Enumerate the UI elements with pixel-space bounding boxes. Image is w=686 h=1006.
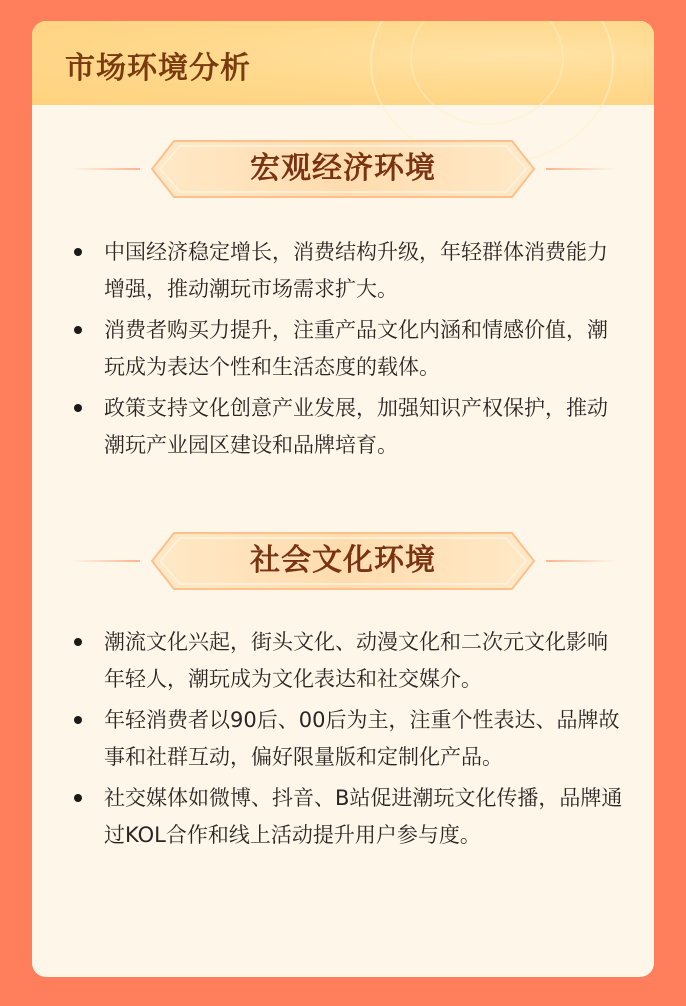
list-item xyxy=(104,624,624,698)
list-item-text: 消费者购买力提升，注重产品文化内涵和情感价值，潮玩成为表达个性和生活态度的载体。 xyxy=(104,318,608,379)
list-item xyxy=(104,234,624,308)
card-header xyxy=(32,21,654,105)
banner-divider-left xyxy=(70,560,140,562)
bullet-icon xyxy=(74,248,82,256)
list-item xyxy=(104,312,624,386)
section-heading: 社会文化环境 xyxy=(250,543,436,578)
bullet-icon xyxy=(74,716,82,724)
banner-divider-right xyxy=(546,168,616,170)
list-item-text: 潮流文化兴起，街头文化、动漫文化和二次元文化影响年轻人，潮玩成为文化表达和社交媒介。 xyxy=(104,630,608,691)
section-heading: 宏观经济环境 xyxy=(250,151,436,186)
bullet-icon xyxy=(74,794,82,802)
section-banner-social xyxy=(32,531,654,591)
banner-plate xyxy=(150,531,536,591)
bullet-list-macro xyxy=(104,234,624,468)
banner-plate xyxy=(150,139,536,199)
bullet-icon xyxy=(74,404,82,412)
list-item-text: 政策支持文化创意产业发展，加强知识产权保护，推动潮玩产业园区建设和品牌培育。 xyxy=(104,396,608,457)
bullet-icon xyxy=(74,638,82,646)
list-item xyxy=(104,780,624,854)
analysis-card xyxy=(32,21,654,977)
list-item-text: 社交媒体如微博、抖音、B站促进潮玩文化传播，品牌通过KOL合作和线上活动提升用户参与度。 xyxy=(104,786,623,847)
list-item xyxy=(104,702,624,776)
section-banner-macro xyxy=(32,139,654,199)
list-item-text: 年轻消费者以90后、00后为主，注重个性表达、品牌故事和社群互动，偏好限量版和定制化产品。 xyxy=(104,708,620,769)
list-item-text: 中国经济稳定增长，消费结构升级，年轻群体消费能力增强，推动潮玩市场需求扩大。 xyxy=(104,240,608,301)
list-item xyxy=(104,390,624,464)
bullet-list-social xyxy=(104,624,624,858)
banner-divider-left xyxy=(70,168,140,170)
card-title: 市场环境分析 xyxy=(65,51,251,86)
banner-divider-right xyxy=(546,560,616,562)
bullet-icon xyxy=(74,326,82,334)
